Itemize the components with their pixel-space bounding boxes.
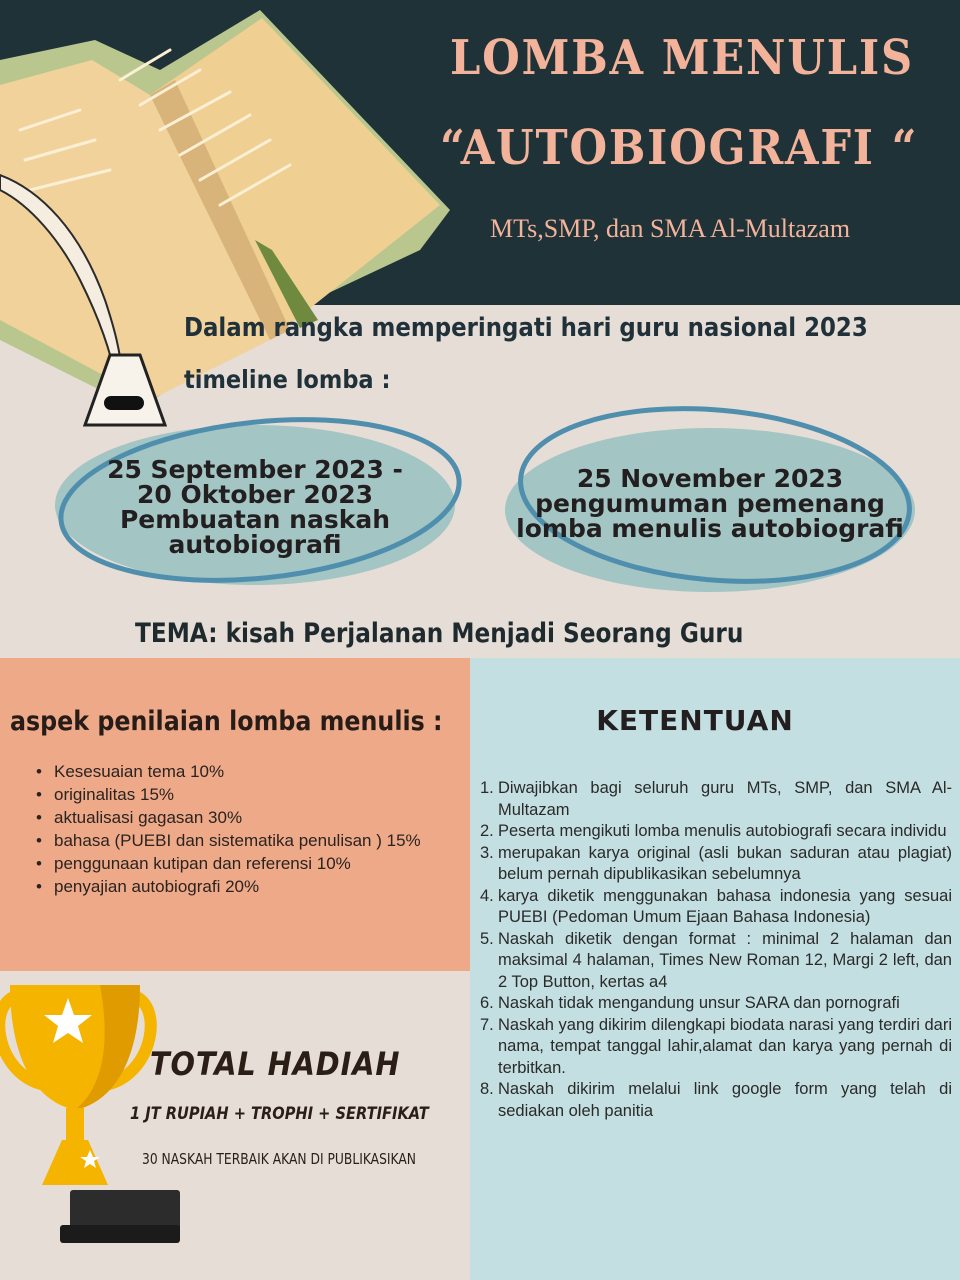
rules-list bbox=[480, 778, 952, 1122]
assessment-item: • bahasa (PUEBI dan sistematika penulisan ) 15% bbox=[36, 829, 456, 852]
assessment-list bbox=[36, 760, 456, 898]
assessment-title: aspek penilaian lomba menulis : bbox=[10, 706, 443, 737]
rule-text: merupakan karya original (asli bukan saduran atau plagiat) belum pernah dipublikasikan sebelumnya bbox=[498, 843, 952, 883]
rule-item: 2. Peserta mengikuti lomba menulis autobiografi secara individu bbox=[480, 822, 947, 840]
rule-text: Naskah tidak mengandung unsur SARA dan pornografi bbox=[498, 994, 900, 1012]
rule-item: 8. Naskah dikirim melalui link google form yang telah di sediakan oleh panitia bbox=[480, 1080, 952, 1120]
event-2-desc-2: lomba menulis autobiografi bbox=[516, 514, 904, 543]
rules-title: KETENTUAN bbox=[596, 704, 794, 737]
theme-text: TEMA: kisah Perjalanan Menjadi Seorang Guru bbox=[135, 618, 744, 649]
trophy-neck bbox=[42, 1140, 108, 1185]
event-2-desc: pengumuman pemenang bbox=[535, 489, 885, 518]
assessment-item: • penggunaan kutipan dan referensi 10% bbox=[36, 852, 456, 875]
intro-text: Dalam rangka memperingati hari guru nasional 2023 bbox=[184, 313, 868, 343]
event-1-date-end: 20 Oktober 2023 bbox=[137, 480, 373, 509]
timeline-event-1 bbox=[70, 457, 440, 557]
rule-text: Naskah yang dikirim dilengkapi biodata narasi yang terdiri dari nama, tempat tanggal lahir,alamat dan karya yang pernah di terbitkan. bbox=[498, 1015, 952, 1077]
title-line-2: “AUTOBIOGRAFI “ bbox=[440, 120, 919, 176]
prize-detail: 1 JT RUPIAH + TROPHI + SERTIFIKAT bbox=[130, 1104, 429, 1124]
event-1-desc: Pembuatan naskah bbox=[119, 505, 391, 534]
trophy-plinth bbox=[60, 1225, 180, 1243]
timeline-label: timeline lomba : bbox=[184, 365, 391, 394]
event-1-date: 25 September 2023 - bbox=[107, 455, 403, 484]
assessment-item: • originalitas 15% bbox=[36, 783, 456, 806]
rule-item: 1. Diwajibkan bagi seluruh guru MTs, SMP, dan SMA Al-Multazam bbox=[480, 779, 952, 819]
rule-item: 3. merupakan karya original (asli bukan saduran atau plagiat) belum pernah dipublikasikan sebelumnya bbox=[480, 843, 952, 883]
subtitle: MTs,SMP, dan SMA Al-Multazam bbox=[490, 214, 851, 243]
event-2-date: 25 November 2023 bbox=[576, 464, 844, 493]
rule-text: karya diketik menggunakan bahasa indonesia yang sesuai PUEBI (Pedoman Umum Ejaan Bahasa Indonesia) bbox=[498, 886, 952, 926]
rule-text: Naskah dikirim melalui link google form yang telah di sediakan oleh panitia bbox=[498, 1080, 952, 1120]
prize-title: TOTAL HADIAH bbox=[150, 1045, 401, 1083]
rule-item: 4. karya diketik menggunakan bahasa indonesia yang sesuai PUEBI (Pedoman Umum Ejaan Bahasa Indonesia) bbox=[480, 886, 952, 926]
rule-item: 6. Naskah tidak mengandung unsur SARA dan pornografi bbox=[480, 994, 900, 1012]
assessment-item: • Kesesuaian tema 10% bbox=[36, 760, 456, 783]
rule-text: Diwajibkan bagi seluruh guru MTs, SMP, dan SMA Al-Multazam bbox=[498, 779, 952, 819]
rule-text: Naskah diketik dengan format : minimal 2 halaman dan maksimal 4 halaman, Times New Roman 12, Margi 2 left, dan 2 Top Button, kertas a4 bbox=[498, 929, 952, 991]
assessment-item: • aktualisasi gagasan 30% bbox=[36, 806, 456, 829]
title-line-1: LOMBA MENULIS bbox=[450, 30, 914, 86]
rule-item: 5. Naskah diketik dengan format : minimal 2 halaman dan maksimal 4 halaman, Times New Roman 12, Margi 2 left, dan 2 Top Button, kertas a4 bbox=[480, 929, 952, 991]
rule-item: 7. Naskah yang dikirim dilengkapi biodata narasi yang terdiri dari nama, tempat tanggal lahir,alamat dan karya yang pernah di terbitkan. bbox=[480, 1015, 952, 1077]
rule-text: Peserta mengikuti lomba menulis autobiografi secara individu bbox=[498, 822, 947, 840]
timeline-event-2 bbox=[500, 466, 920, 541]
prize-note: 30 NASKAH TERBAIK AKAN DI PUBLIKASIKAN bbox=[142, 1150, 416, 1168]
assessment-item: • penyajian autobiografi 20% bbox=[36, 875, 456, 898]
event-1-desc-2: autobiografi bbox=[168, 530, 342, 559]
